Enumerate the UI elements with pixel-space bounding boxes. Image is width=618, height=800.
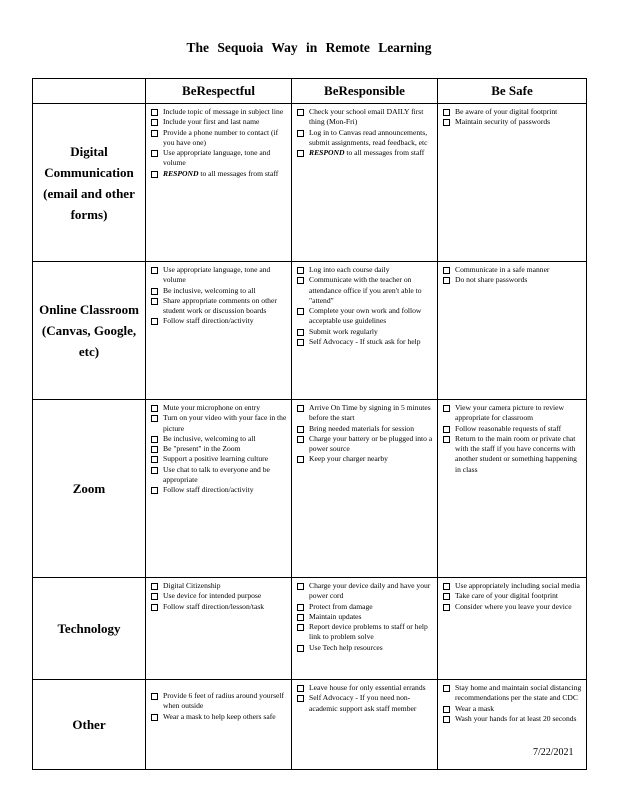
list-item: Keep your charger nearby — [296, 454, 433, 464]
list-item: Return to the main room or private chat with the staff if you have concerns with another student or something happening in class — [442, 434, 582, 475]
table-row — [33, 400, 587, 578]
list-item: Use appropriately including social media — [442, 581, 582, 591]
respectful-cell — [146, 680, 292, 770]
list-item: Use Tech help resources — [296, 643, 433, 653]
list-item: Be inclusive, welcoming to all — [150, 286, 287, 296]
column-header-safe: Be Safe — [438, 79, 587, 104]
responsible-cell — [292, 578, 438, 680]
list-item: Be aware of your digital footprint — [442, 107, 582, 117]
list-item: RESPOND to all messages from staff — [296, 148, 433, 158]
corner-cell — [33, 79, 146, 104]
list-item: Turn on your video with your face in the picture — [150, 413, 287, 434]
row-label-technology: Technology — [33, 578, 146, 680]
list-item: Follow staff direction/lesson/task — [150, 602, 287, 612]
list-item: Share appropriate comments on other student work or discussion boards — [150, 296, 287, 317]
list-item: Maintain security of passwords — [442, 117, 582, 127]
list-item: Communicate in a safe manner — [442, 265, 582, 275]
list-item: Check your school email DAILY first thing (Mon-Fri) — [296, 107, 433, 128]
list-item: Report device problems to staff or help link to problem solve — [296, 622, 433, 643]
header-row — [33, 79, 587, 104]
list-item: Wear a mask to help keep others safe — [150, 712, 287, 722]
list-item: Wear a mask — [442, 704, 582, 714]
list-item: RESPOND to all messages from staff — [150, 169, 287, 179]
list-item: Arrive On Time by signing in 5 minutes before the start — [296, 403, 433, 424]
list-item: Use device for intended purpose — [150, 591, 287, 601]
list-item: Charge your device daily and have your power cord — [296, 581, 433, 602]
respectful-cell — [146, 578, 292, 680]
safe-cell — [438, 262, 587, 400]
table-row — [33, 680, 587, 770]
list-item: Use appropriate language, tone and volume — [150, 148, 287, 169]
page-title: The Sequoia Way in Remote Learning — [186, 40, 432, 55]
safe-cell — [438, 400, 587, 578]
list-item: Follow reasonable requests of staff — [442, 424, 582, 434]
list-item: Submit work regularly — [296, 327, 433, 337]
list-item: Use chat to talk to everyone and be appropriate — [150, 465, 287, 486]
list-item: Provide 6 feet of radius around yourself when outside — [150, 691, 287, 712]
list-item: Include your first and last name — [150, 117, 287, 127]
list-item: Maintain updates — [296, 612, 433, 622]
list-item: Consider where you leave your device — [442, 602, 582, 612]
list-item: Follow staff direction/activity — [150, 316, 287, 326]
row-label-zoom: Zoom — [33, 400, 146, 578]
list-item: Provide a phone number to contact (if you have one) — [150, 128, 287, 149]
list-item: Log into each course daily — [296, 265, 433, 275]
responsible-cell — [292, 104, 438, 262]
list-item: Complete your own work and follow acceptable use guidelines — [296, 306, 433, 327]
column-header-respectful: BeRespectful — [146, 79, 292, 104]
list-item: Be inclusive, welcoming to all — [150, 434, 287, 444]
behavior-matrix — [32, 78, 587, 770]
list-item: Take care of your digital footprint — [442, 591, 582, 601]
responsible-cell — [292, 262, 438, 400]
list-item: Protect from damage — [296, 602, 433, 612]
list-item: Digital Citizenship — [150, 581, 287, 591]
list-item: Use appropriate language, tone and volume — [150, 265, 287, 286]
responsible-cell — [292, 400, 438, 578]
respectful-cell — [146, 104, 292, 262]
list-item: Mute your microphone on entry — [150, 403, 287, 413]
respectful-cell — [146, 262, 292, 400]
respond-emphasis: RESPOND — [309, 148, 345, 158]
list-item: Include topic of message in subject line — [150, 107, 287, 117]
list-item: Charge your battery or be plugged into a power source — [296, 434, 433, 455]
list-item: Communicate with the teacher on attendance office if you aren't able to "attend" — [296, 275, 433, 306]
list-item: Bring needed materials for session — [296, 424, 433, 434]
responsible-cell — [292, 680, 438, 770]
table-row — [33, 104, 587, 262]
list-item: Support a positive learning culture — [150, 454, 287, 464]
list-item: View your camera picture to review appropriate for classroom — [442, 403, 582, 424]
list-item: Leave house for only essential errands — [296, 683, 433, 693]
table-row — [33, 578, 587, 680]
list-item: Self Advocacy - If stuck ask for help — [296, 337, 433, 347]
row-label-other: Other — [33, 680, 146, 770]
list-item: Do not share passwords — [442, 275, 582, 285]
respectful-cell — [146, 400, 292, 578]
safe-cell — [438, 578, 587, 680]
list-item: Be "present" in the Zoom — [150, 444, 287, 454]
footer-date: 7/22/2021 — [533, 747, 574, 758]
list-item: Follow staff direction/activity — [150, 485, 287, 495]
list-item: Log in to Canvas read announcements, submit assignments, read feedback, etc — [296, 128, 433, 149]
row-label-online-classroom: Online Classroom (Canvas, Google, etc) — [33, 262, 146, 400]
column-header-responsible: BeResponsible — [292, 79, 438, 104]
list-item: Stay home and maintain social distancing recommendations per the state and CDC — [442, 683, 582, 704]
row-label-digital-communication: Digital Communication (email and other forms) — [33, 104, 146, 262]
list-item: Self Advocacy - If you need non-academic support ask staff member — [296, 693, 433, 714]
respond-emphasis: RESPOND — [163, 168, 199, 178]
table-row — [33, 262, 587, 400]
safe-cell — [438, 104, 587, 262]
list-item: Wash your hands for at least 20 seconds — [442, 714, 582, 724]
